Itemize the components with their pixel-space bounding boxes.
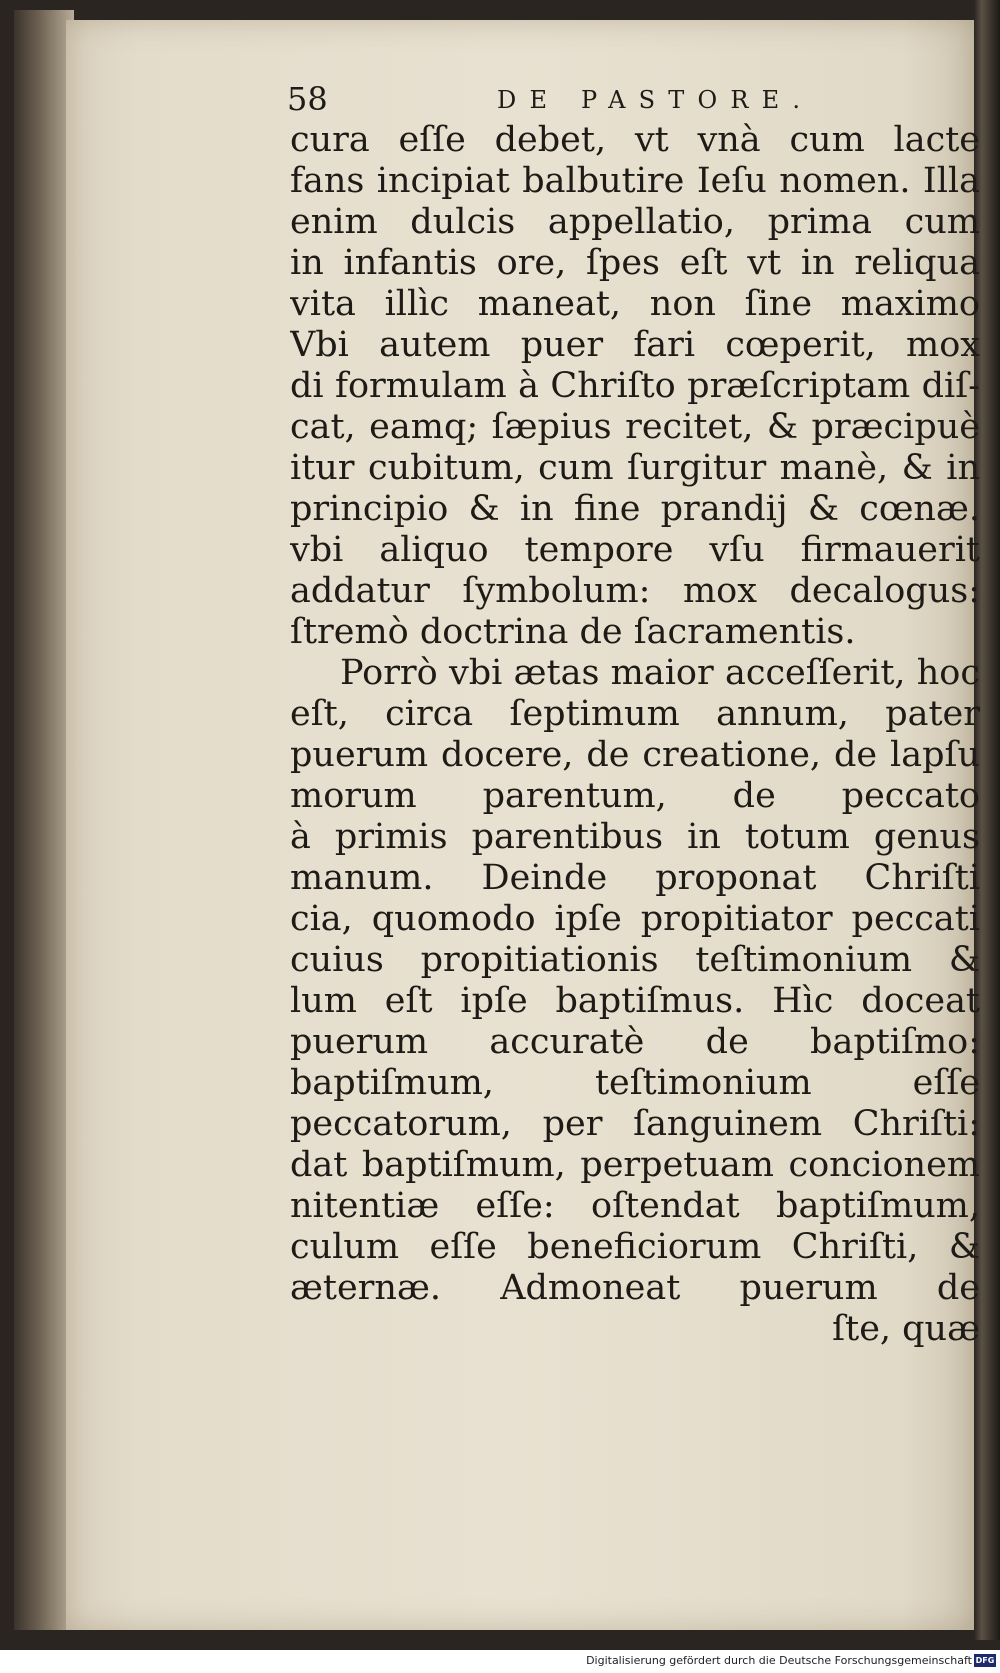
text-line: principio & in fine prandij & cœnæ. <box>290 489 980 529</box>
text-line: æternæ. Admoneat puerum de <box>290 1268 980 1308</box>
text-line: puerum docere, de creatione, de lapſu <box>290 735 980 775</box>
text-line: morum parentum, de peccato <box>290 776 980 816</box>
text-line: cura eſſe debet, vt vnà cum lacte <box>290 120 980 160</box>
body-text <box>290 120 980 1350</box>
text-line: manum. Deinde proponat Chriſti <box>290 858 980 898</box>
page-number: 58 <box>287 80 328 118</box>
text-line: addatur ſymbolum: mox decalogus: <box>290 571 980 611</box>
text-line: Vbi autem puer fari cœperit, mox <box>290 325 980 365</box>
dfg-logo: DFG <box>975 1656 995 1665</box>
text-line: di formulam à Chriſto præſcriptam diſ- <box>290 366 980 406</box>
text-line: lum eſt ipſe baptiſmus. Hìc doceat <box>290 981 980 1021</box>
page-header <box>287 80 887 120</box>
text-line: dat baptiſmum, perpetuam concionem <box>290 1145 980 1185</box>
page-gutter-shadow <box>14 10 74 1630</box>
text-line: vita illìc maneat, non ſine maximo <box>290 284 980 324</box>
text-line: in infantis ore, ſpes eſt vt in reliqua <box>290 243 980 283</box>
text-line: eſt, circa ſeptimum annum, pater <box>290 694 980 734</box>
text-line: vbi aliquo tempore vſu firmauerit <box>290 530 980 570</box>
text-line: nitentiæ eſſe: oſtendat baptiſmum, <box>290 1186 980 1226</box>
text-line: fans incipiat balbutire Ieſu nomen. Illa <box>290 161 980 201</box>
text-line: peccatorum, per ſanguinem Chriſti: <box>290 1104 980 1144</box>
digitization-credit: Digitalisierung gefördert durch die Deutsche Forschungsgemeinschaft <box>586 1654 972 1667</box>
text-line: à primis parentibus in totum genus <box>290 817 980 857</box>
text-line: enim dulcis appellatio, prima cum <box>290 202 980 242</box>
text-line: culum eſſe beneficiorum Chriſti, & <box>290 1227 980 1267</box>
text-line: cia, quomodo ipſe propitiator peccati <box>290 899 980 939</box>
text-line: baptiſmum, teſtimonium eſſe <box>290 1063 980 1103</box>
running-head: DE PASTORE. <box>497 86 814 114</box>
text-line: cuius propitiationis teſtimonium & <box>290 940 980 980</box>
text-line: Porrò vbi ætas maior acceſſerit, hoc <box>340 653 980 693</box>
text-line: itur cubitum, cum ſurgitur manè, & in <box>290 448 980 488</box>
text-line: ſtremò doctrina de ſacramentis. <box>290 612 856 652</box>
text-line: puerum accuratè de baptiſmo: <box>290 1022 980 1062</box>
text-line: cat, eamq; ſæpius recitet, & præcipuè <box>290 407 980 447</box>
catchword: ſte, quæ <box>832 1309 980 1349</box>
